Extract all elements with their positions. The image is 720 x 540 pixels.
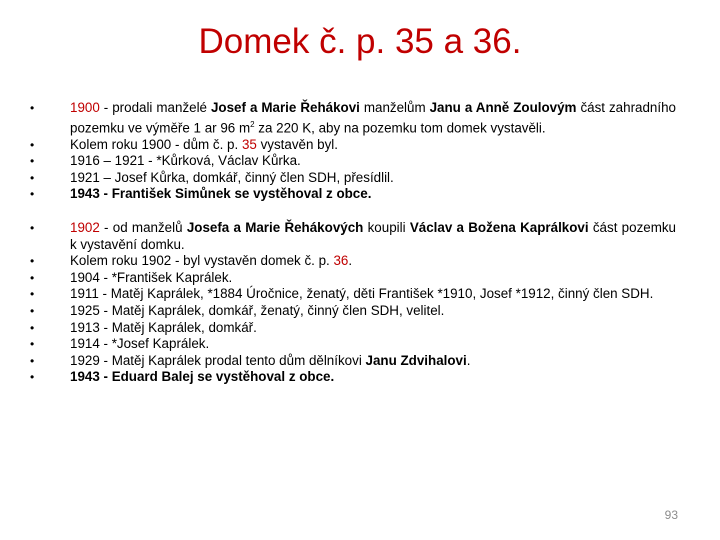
list-item <box>30 303 676 320</box>
item-text: 1925 - Matěj Kaprálek, domkář, ženatý, činný člen SDH, velitel. <box>70 303 445 318</box>
text-segment: Kolem roku 1900 - dům č. p. <box>70 136 242 152</box>
list-item <box>30 270 676 287</box>
text-segment: - prodali manželé <box>99 100 211 115</box>
name-bold: Václav a Božena Kaprálkovi <box>409 220 589 236</box>
list-item <box>30 170 676 187</box>
item-text: 1914 - *Josef Kaprálek. <box>70 336 210 352</box>
text-segment: část zahradního pozemku ve výměře 1 ar 96 m <box>70 100 676 136</box>
slide-title: Domek č. p. 35 a 36. <box>198 22 522 61</box>
bullet-icon: • <box>30 170 35 185</box>
bullet-icon: • <box>30 137 35 152</box>
bullet-icon: • <box>30 337 35 352</box>
list-item <box>30 137 676 154</box>
text-segment: manželům <box>359 100 430 115</box>
text-segment: koupili <box>363 220 410 236</box>
group-spacer <box>30 203 676 220</box>
bullet-icon: • <box>30 154 35 169</box>
superscript: 2 <box>250 119 255 129</box>
bullet-icon: • <box>30 270 35 285</box>
year-highlight: 1900 <box>70 100 100 115</box>
list-item <box>30 336 676 353</box>
bullet-icon: • <box>30 254 35 269</box>
house-number: 35 <box>241 136 257 152</box>
text-segment: vystavěn byl. <box>256 136 338 152</box>
house-number: 36 <box>333 253 349 269</box>
year-highlight: 1902 <box>70 220 100 236</box>
item-text: 1911 - Matěj Kaprálek, *1884 Úročnice, ženatý, děti František *1910, Josef *1912, činný člen SDH. <box>70 286 654 302</box>
text-segment: Kolem roku 1902 - byl vystavěn domek č. p. <box>70 253 334 269</box>
name-bold: Janu a Anně Zoulovým <box>429 100 577 115</box>
item-text: 1913 - Matěj Kaprálek, domkář. <box>70 319 257 335</box>
text-segment: . <box>466 352 471 368</box>
text-segment: za 220 K, aby na pozemku tom domek vystavěli. <box>254 120 546 136</box>
text-segment: 1929 - Matěj Kaprálek prodal tento dům dělníkovi <box>70 352 366 368</box>
name-bold: Josef a Marie Řehákovi <box>210 100 360 115</box>
list-item <box>30 320 676 337</box>
item-text: 1916 – 1921 - *Kůrková, Václav Kůrka. <box>70 153 301 169</box>
text-segment: . <box>348 253 353 269</box>
item-text: 1904 - *František Kaprálek. <box>70 269 233 285</box>
text-segment: část pozemku k vystavění domku. <box>70 220 677 252</box>
list-item <box>30 253 676 270</box>
bullet-icon: • <box>30 187 35 202</box>
list-item <box>30 286 676 303</box>
list-item <box>30 220 676 253</box>
item-text: 1921 – Josef Kůrka, domkář, činný člen SDH, přesídlil. <box>70 169 394 185</box>
list-item <box>30 186 676 203</box>
item-text: 1943 - Eduard Balej se vystěhoval z obce. <box>70 369 335 385</box>
bullet-icon: • <box>30 304 35 318</box>
page-number: 93 <box>664 508 678 522</box>
list-item <box>30 353 676 370</box>
name-bold: Janu Zdvihalovi <box>365 352 467 368</box>
bullet-icon: • <box>30 370 35 385</box>
history-list <box>30 100 676 386</box>
bullet-icon: • <box>30 221 35 236</box>
list-item <box>30 369 676 386</box>
item-text: 1943 - František Simůnek se vystěhoval z obce. <box>70 186 372 202</box>
bullet-icon: • <box>30 101 35 115</box>
text-segment: - od manželů <box>99 220 187 236</box>
name-bold: Josefa a Marie Řehákových <box>186 220 364 236</box>
bullet-icon: • <box>30 320 35 335</box>
list-item <box>30 100 676 137</box>
list-item <box>30 153 676 170</box>
bullet-icon: • <box>30 287 35 302</box>
bullet-icon: • <box>30 353 35 368</box>
